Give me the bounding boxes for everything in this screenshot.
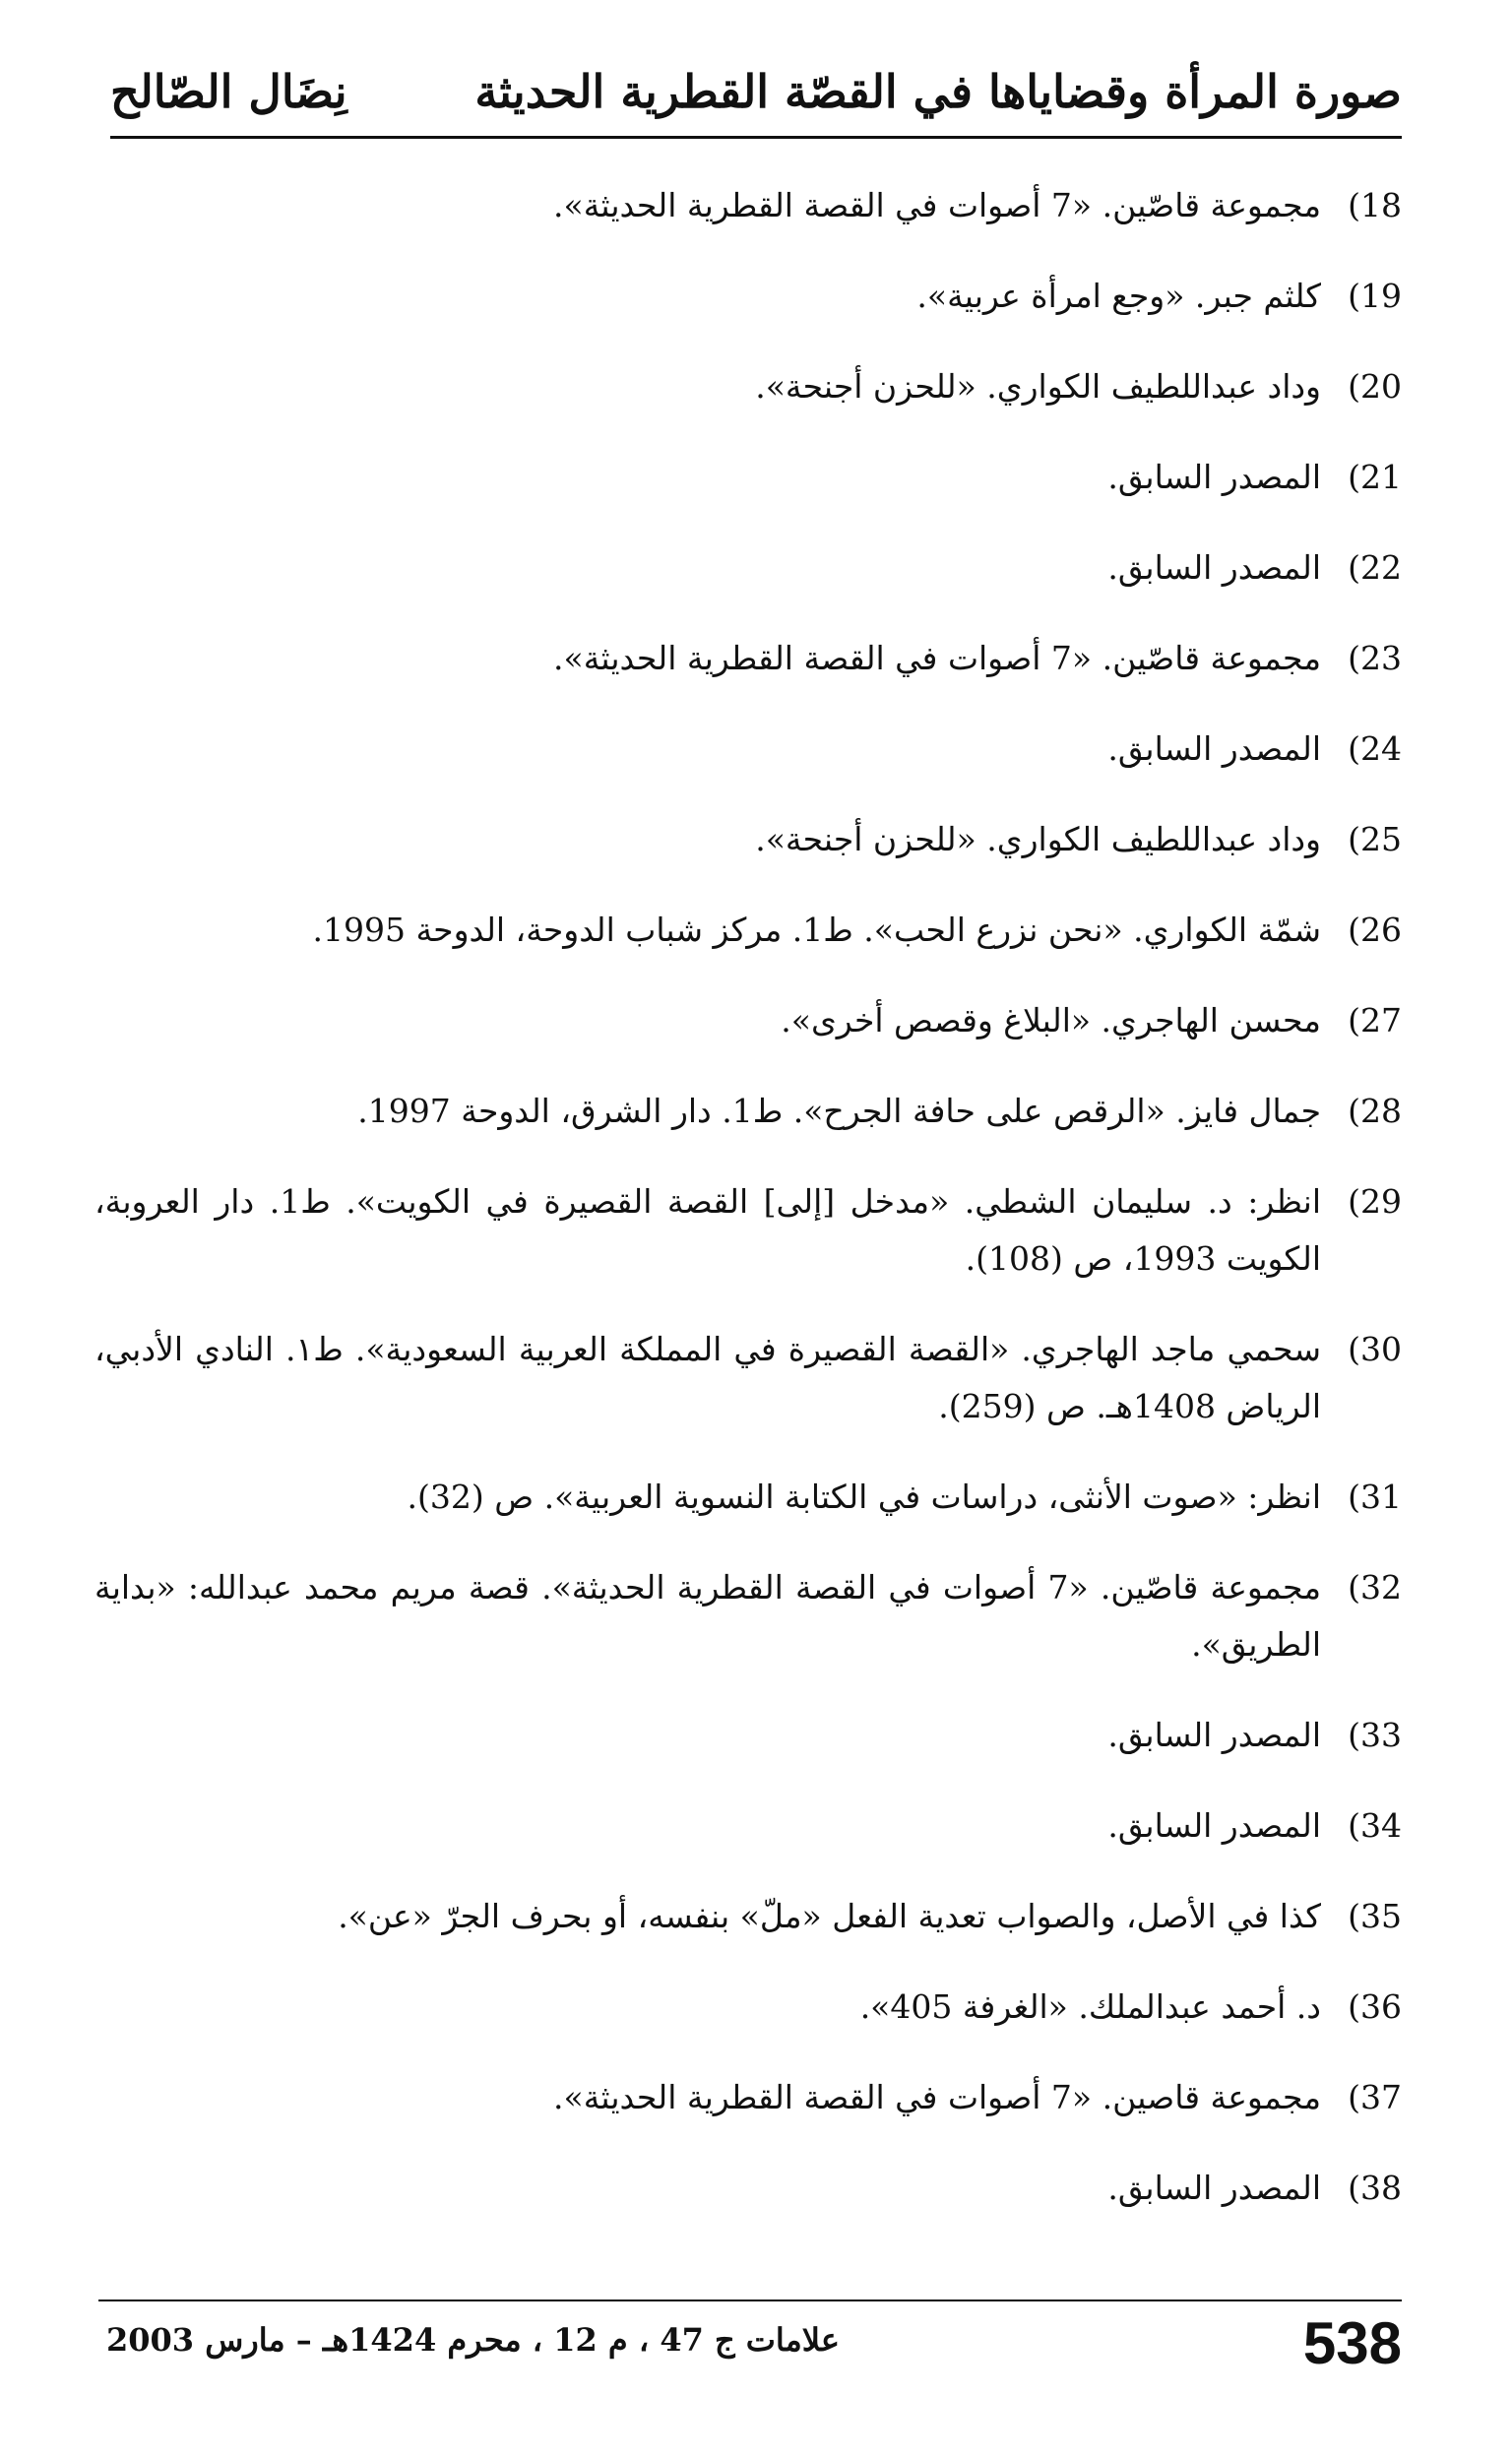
endnote-item bbox=[94, 1979, 1402, 2036]
endnote-number: 27) bbox=[1348, 1001, 1402, 1040]
endnote-item bbox=[94, 177, 1402, 234]
endnote-item bbox=[94, 268, 1402, 325]
endnote-item bbox=[94, 2160, 1402, 2217]
endnote-text: مجموعة قاصّين. «7 أصوات في القصة القطرية الحديثة». bbox=[553, 186, 1321, 224]
endnote-text: المصدر السابق. bbox=[1107, 1716, 1321, 1754]
endnote-number: 36) bbox=[1348, 1987, 1402, 2026]
endnote-item bbox=[94, 2069, 1402, 2126]
endnote-item bbox=[94, 1083, 1402, 1140]
endnote-text: المصدر السابق. bbox=[1107, 458, 1321, 496]
endnote-text: كلثم جبر. «وجع امرأة عربية». bbox=[916, 277, 1321, 315]
endnote-number: 26) bbox=[1348, 911, 1402, 949]
endnote-item bbox=[94, 811, 1402, 868]
endnote-text: جمال فايز. «الرقص على حافة الجرح». ط1. دار الشرق، الدوحة 1997. bbox=[357, 1092, 1321, 1130]
endnote-number: 34) bbox=[1348, 1806, 1402, 1845]
endnote-item bbox=[94, 358, 1402, 415]
endnote-item bbox=[94, 1173, 1402, 1288]
endnote-number: 30) bbox=[1348, 1330, 1402, 1368]
endnote-number: 31) bbox=[1348, 1478, 1402, 1516]
endnote-text: مجموعة قاصين. «7 أصوات في القصة القطرية الحديثة». bbox=[553, 2078, 1321, 2116]
endnote-number: 24) bbox=[1348, 729, 1402, 768]
endnote-number: 20) bbox=[1348, 367, 1402, 406]
endnote-number: 25) bbox=[1348, 820, 1402, 858]
endnote-item bbox=[94, 1888, 1402, 1945]
endnote-number: 33) bbox=[1348, 1716, 1402, 1754]
endnote-item bbox=[94, 1469, 1402, 1526]
journal-issue-info: علامات ج 47 ، م 12 ، محرم 1424هـ – مارس 2003 bbox=[106, 2321, 840, 2359]
endnote-item bbox=[94, 449, 1402, 506]
endnote-number: 22) bbox=[1348, 548, 1402, 587]
endnote-text: سحمي ماجد الهاجري. «القصة القصيرة في المملكة العربية السعودية». ط١. النادي الأدبي، الرياض 1408هـ. ص (259). bbox=[94, 1330, 1321, 1425]
endnote-number: 23) bbox=[1348, 639, 1402, 677]
endnote-number: 29) bbox=[1348, 1182, 1402, 1221]
endnote-item bbox=[94, 992, 1402, 1049]
endnote-text: المصدر السابق. bbox=[1107, 548, 1321, 587]
endnote-text: المصدر السابق. bbox=[1107, 729, 1321, 768]
endnote-number: 35) bbox=[1348, 1897, 1402, 1935]
endnote-item bbox=[94, 721, 1402, 778]
endnote-number: 19) bbox=[1348, 277, 1402, 315]
page-number: 538 bbox=[1302, 2310, 1402, 2376]
endnote-text: وداد عبداللطيف الكواري. «للحزن أجنحة». bbox=[755, 367, 1321, 406]
endnote-text: انظر: د. سليمان الشطي. «مدخل [إلى] القصة القصيرة في الكويت». ط1. دار العروبة، الكويت 1993، ص (108). bbox=[94, 1182, 1321, 1278]
endnote-item bbox=[94, 1797, 1402, 1855]
endnote-item bbox=[94, 1559, 1402, 1673]
endnote-text: المصدر السابق. bbox=[1107, 2169, 1321, 2207]
endnote-text: وداد عبداللطيف الكواري. «للحزن أجنحة». bbox=[755, 820, 1321, 858]
endnote-item bbox=[94, 1707, 1402, 1764]
endnote-text: كذا في الأصل، والصواب تعدية الفعل «ملّ» بنفسه، أو بحرف الجرّ «عن». bbox=[338, 1897, 1321, 1935]
header-author: نِضَال الصّالح bbox=[110, 65, 347, 118]
endnote-item bbox=[94, 630, 1402, 687]
endnote-text: محسن الهاجري. «البلاغ وقصص أخرى». bbox=[781, 1001, 1321, 1040]
endnote-text: المصدر السابق. bbox=[1107, 1806, 1321, 1845]
endnote-number: 38) bbox=[1348, 2169, 1402, 2207]
endnote-number: 37) bbox=[1348, 2078, 1402, 2116]
running-header bbox=[110, 57, 1402, 139]
footer-divider bbox=[98, 2300, 1402, 2301]
endnote-text: انظر: «صوت الأنثى، دراسات في الكتابة النسوية العربية». ص (32). bbox=[407, 1478, 1321, 1516]
endnote-item bbox=[94, 1321, 1402, 1435]
endnote-text: مجموعة قاصّين. «7 أصوات في القصة القطرية الحديثة». bbox=[553, 639, 1321, 677]
endnote-text: د. أحمد عبدالملك. «الغرفة 405». bbox=[859, 1987, 1321, 2026]
endnote-item bbox=[94, 902, 1402, 959]
endnote-number: 32) bbox=[1348, 1568, 1402, 1606]
endnote-number: 18) bbox=[1348, 186, 1402, 224]
endnote-number: 28) bbox=[1348, 1092, 1402, 1130]
endnote-text: مجموعة قاصّين. «7 أصوات في القصة القطرية الحديثة». قصة مريم محمد عبدالله: «بداية الطريق». bbox=[94, 1568, 1321, 1664]
endnote-text: شمّة الكواري. «نحن نزرع الحب». ط1. مركز شباب الدوحة، الدوحة 1995. bbox=[312, 911, 1321, 949]
endnotes-list bbox=[94, 177, 1402, 2250]
header-title: صورة المرأة وقضاياها في القصّة القطرية الحديثة bbox=[474, 65, 1402, 118]
endnote-item bbox=[94, 539, 1402, 597]
endnote-number: 21) bbox=[1348, 458, 1402, 496]
